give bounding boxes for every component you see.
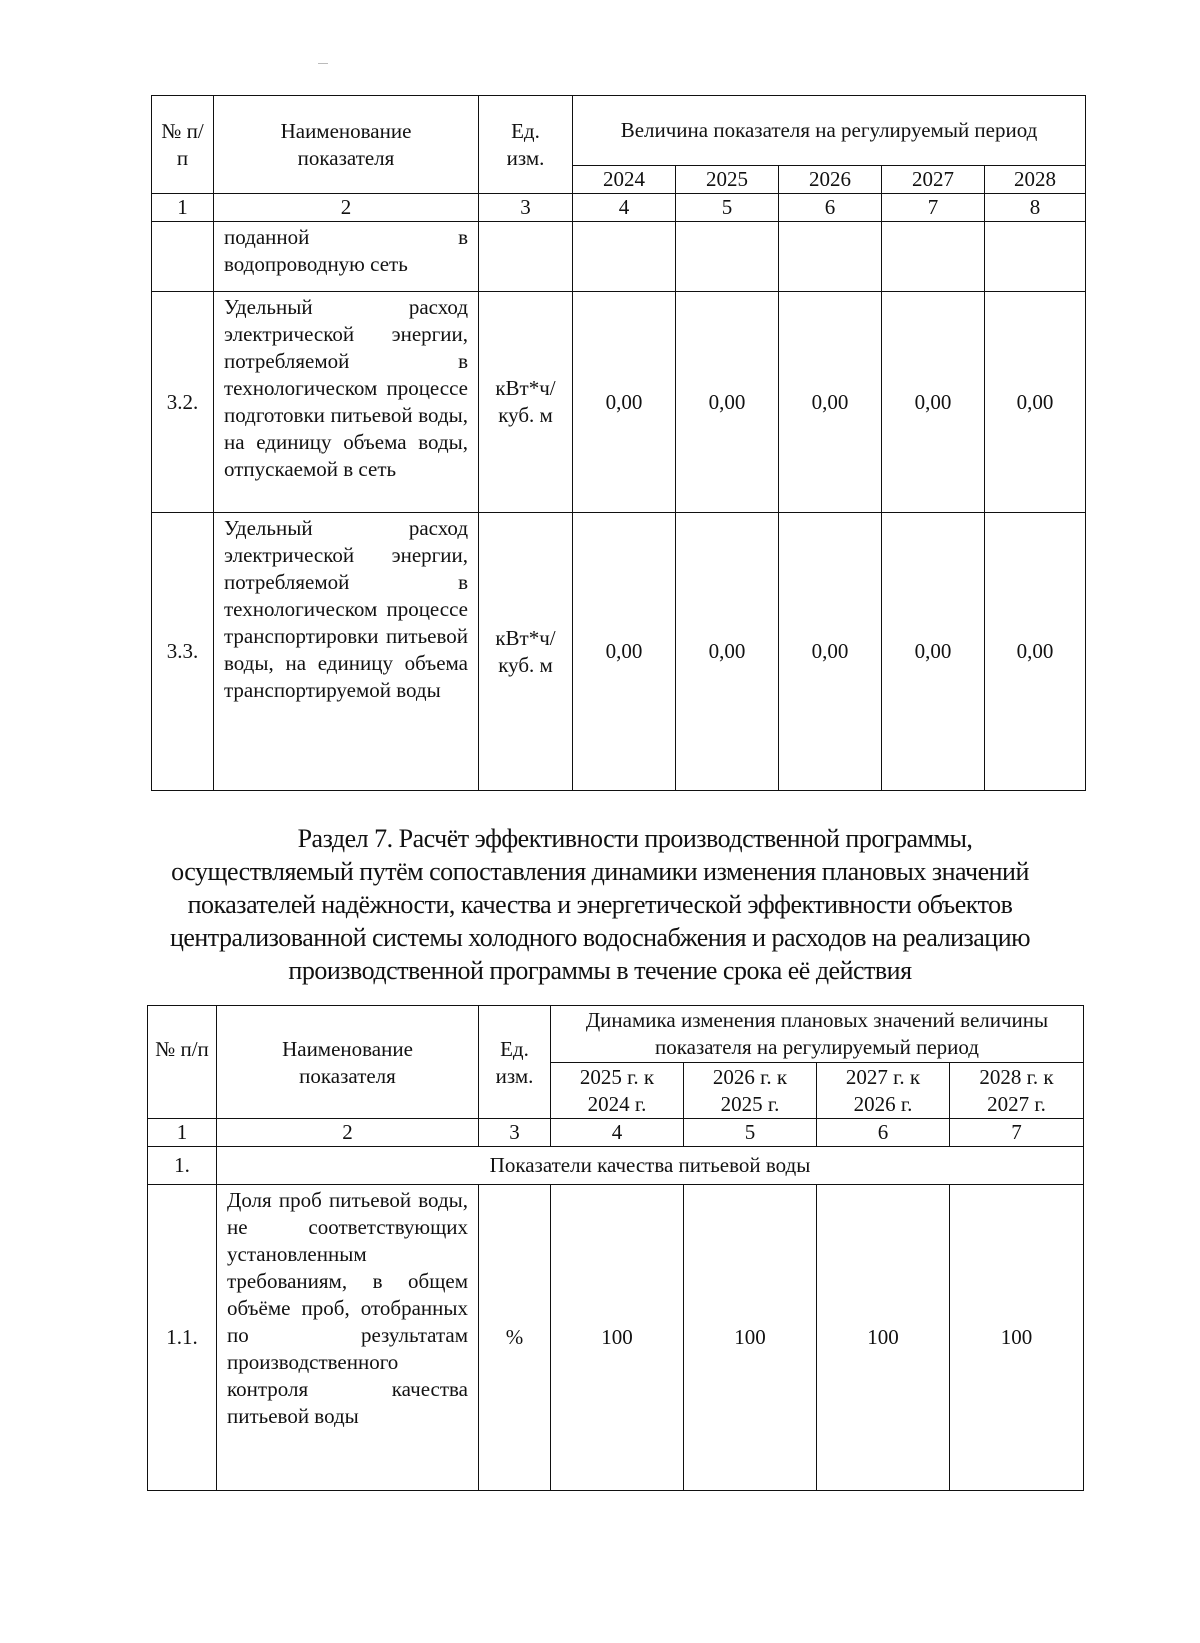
header-unit: Ед. изм.: [479, 1006, 551, 1119]
group-row: [148, 1147, 1084, 1185]
row-name: Удельный расход электрической энергии, потребляемой в технологическом процессе транспортировки питьевой воды, на единицу объема транспортируемой воды: [214, 513, 479, 791]
header-year: 2024: [573, 166, 676, 194]
header-period: 2026 г. к 2025 г.: [684, 1063, 817, 1119]
section-title-line: осуществляемый путём сопоставления динамики изменения плановых значений: [171, 857, 1029, 886]
efficiency-dynamics-table: [147, 1005, 1084, 1491]
header-year: 2026: [779, 166, 882, 194]
row-value: 0,00: [882, 292, 985, 513]
header-unit: Ед. изм.: [479, 96, 573, 194]
row-value: 100: [551, 1185, 684, 1491]
row-name: Удельный расход электрической энергии, потребляемой в технологическом процессе подготовки питьевой воды, на единицу объема воды, отпускаемой в сеть: [214, 292, 479, 513]
row-value: 0,00: [676, 292, 779, 513]
column-number: 4: [551, 1119, 684, 1147]
header-year: 2028: [985, 166, 1086, 194]
row-value: 100: [817, 1185, 950, 1491]
column-number: 8: [985, 194, 1086, 222]
row-unit: кВт*ч/ куб. м: [479, 292, 573, 513]
row-value: [882, 222, 985, 292]
column-number: 1: [152, 194, 214, 222]
header-period: 2027 г. к 2026 г.: [817, 1063, 950, 1119]
row-number: 3.3.: [152, 513, 214, 791]
row-value: 0,00: [573, 292, 676, 513]
header-year: 2027: [882, 166, 985, 194]
section-title-line: Раздел 7. Расчёт эффективности производственной программы,: [297, 824, 973, 853]
row-name: поданной в водопроводную сеть: [214, 222, 479, 292]
section-title-line: централизованной системы холодного водоснабжения и расходов на реализацию: [169, 923, 1031, 952]
scan-mark: [318, 63, 328, 64]
column-number: 2: [214, 194, 479, 222]
header-num: № п/п: [152, 96, 214, 194]
column-number: 2: [217, 1119, 479, 1147]
table-row: [152, 513, 1086, 791]
row-value: [573, 222, 676, 292]
table-row: [148, 1185, 1084, 1491]
row-value: 0,00: [573, 513, 676, 791]
header-year: 2025: [676, 166, 779, 194]
row-value: 0,00: [882, 513, 985, 791]
column-number: 6: [779, 194, 882, 222]
row-value: 0,00: [779, 292, 882, 513]
row-value: 0,00: [985, 292, 1086, 513]
row-number: [152, 222, 214, 292]
row-value: 0,00: [985, 513, 1086, 791]
section-7-title: [150, 822, 1050, 987]
header-dynamics: Динамика изменения плановых значений величины показателя на регулируемый период: [551, 1006, 1084, 1063]
row-value: 0,00: [779, 513, 882, 791]
row-value: 100: [950, 1185, 1084, 1491]
row-unit: [479, 222, 573, 292]
column-number: 1: [148, 1119, 217, 1147]
indicator-values-table: [151, 95, 1086, 791]
row-value: [676, 222, 779, 292]
column-number: 3: [479, 1119, 551, 1147]
section-title-line: показателей надёжности, качества и энергетической эффективности объектов: [187, 890, 1013, 919]
row-value: 0,00: [676, 513, 779, 791]
header-name: Наименование показателя: [214, 96, 479, 194]
table-row: [152, 222, 1086, 292]
header-period: 2025 г. к 2024 г.: [551, 1063, 684, 1119]
row-number: 1.1.: [148, 1185, 217, 1491]
group-number: 1.: [148, 1147, 217, 1185]
header-num: № п/п: [148, 1006, 217, 1119]
header-period: Величина показателя на регулируемый период: [573, 96, 1086, 166]
column-number: 5: [684, 1119, 817, 1147]
header-period: 2028 г. к 2027 г.: [950, 1063, 1084, 1119]
column-number: 7: [950, 1119, 1084, 1147]
column-number: 7: [882, 194, 985, 222]
row-value: [779, 222, 882, 292]
header-name: Наименование показателя: [217, 1006, 479, 1119]
column-number: 4: [573, 194, 676, 222]
section-title-line: производственной программы в течение срока её действия: [288, 956, 912, 985]
column-number: 3: [479, 194, 573, 222]
row-unit: кВт*ч/ куб. м: [479, 513, 573, 791]
column-number: 6: [817, 1119, 950, 1147]
row-name: Доля проб питьевой воды, не соответствующих установленным требованиям, в общем объёме проб, отобранных по результатам производственного контроля качества питьевой воды: [217, 1185, 479, 1491]
column-number: 5: [676, 194, 779, 222]
row-value: [985, 222, 1086, 292]
row-number: 3.2.: [152, 292, 214, 513]
row-value: 100: [684, 1185, 817, 1491]
group-title: Показатели качества питьевой воды: [217, 1147, 1084, 1185]
row-unit: %: [479, 1185, 551, 1491]
table-row: [152, 292, 1086, 513]
